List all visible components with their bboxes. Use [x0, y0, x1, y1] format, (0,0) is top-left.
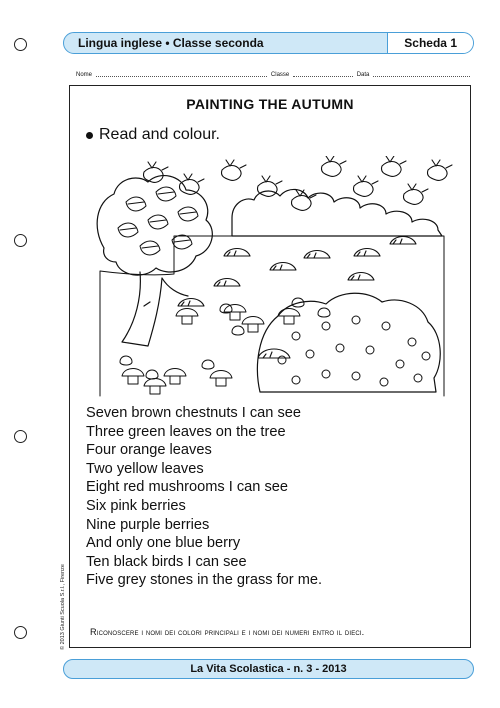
worksheet-title: PAINTING THE AUTUMN — [186, 96, 354, 112]
tree-crown — [97, 176, 212, 276]
poem-line: Ten black birds I can see — [86, 553, 247, 570]
poem-line: Eight red mushrooms I can see — [86, 479, 288, 496]
worksheet-frame — [69, 85, 471, 648]
date-field[interactable] — [373, 76, 470, 77]
header-subject: Lingua inglese • Classe seconda — [78, 36, 264, 50]
poem-line: Six pink berries — [86, 497, 186, 514]
meadow — [100, 236, 444, 396]
binder-hole-icon — [14, 626, 27, 639]
poem-line: Nine purple berries — [86, 516, 210, 533]
class-field[interactable] — [293, 76, 352, 77]
name-label: Nome — [76, 72, 93, 78]
poem-line: Seven brown chestnuts I can see — [86, 405, 301, 421]
sheet-number-badge: Scheda 1 — [387, 33, 473, 53]
footer-bar — [63, 659, 474, 679]
poem-line: Five grey stones in the grass for me. — [86, 572, 323, 589]
publication-info: La Vita Scolastica - n. 3 - 2013 — [190, 663, 347, 675]
class-label: Classe — [270, 72, 290, 78]
coloring-illustration[interactable] — [82, 156, 460, 401]
header-bar — [63, 32, 474, 54]
bird-group — [143, 156, 452, 210]
learning-objective: Riconoscere i nomi dei colori principali e i nomi dei numeri entro il dieci. — [90, 627, 365, 637]
binder-hole-icon — [14, 430, 27, 443]
poem-line: Four orange leaves — [86, 442, 212, 459]
instruction — [86, 126, 220, 144]
instruction-text: Read and colour. — [99, 126, 220, 143]
poem-line: Two yellow leaves — [86, 460, 204, 477]
binder-hole-icon — [14, 38, 27, 51]
berry-bush — [257, 293, 440, 392]
name-field[interactable] — [96, 76, 267, 77]
tree-leaves — [118, 187, 198, 255]
copyright-notice: © 2013 Giunti Scuola S.r.l., Firenze — [60, 564, 66, 650]
bush-berries — [278, 316, 430, 386]
date-label: Data — [356, 72, 370, 78]
poem-line: Three green leaves on the tree — [86, 423, 286, 440]
bullet-icon — [86, 132, 93, 139]
tree-trunk — [122, 272, 188, 346]
student-info-line — [76, 68, 474, 78]
hedge — [232, 189, 442, 236]
binder-hole-icon — [14, 234, 27, 247]
poem-line: And only one blue berry — [86, 535, 241, 552]
poem — [86, 404, 322, 590]
